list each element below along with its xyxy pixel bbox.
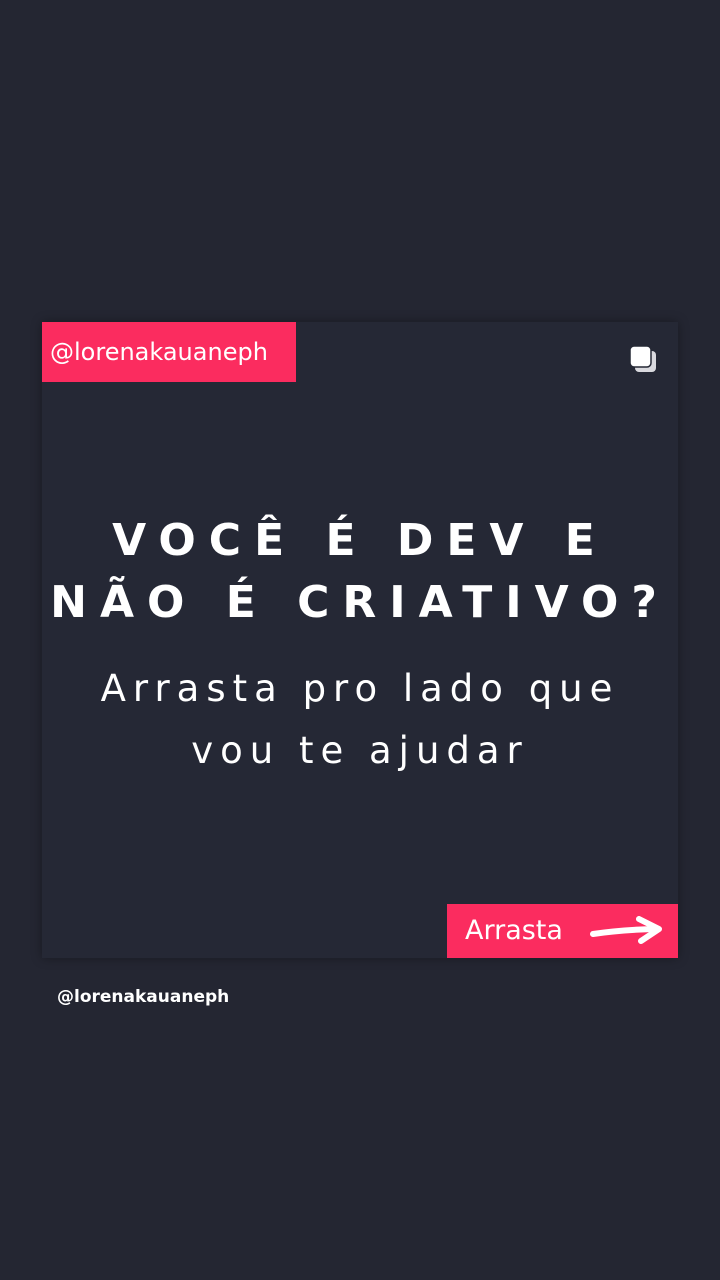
subline	[42, 658, 678, 782]
swipe-button-label: Arrasta	[465, 915, 563, 946]
arrow-right-icon	[589, 916, 665, 946]
subline-line-2: vou te ajudar	[191, 729, 529, 772]
post-card[interactable]	[42, 322, 678, 958]
carousel-stack-icon	[628, 344, 658, 374]
handle-tag: @lorenakauaneph	[42, 322, 296, 382]
headline	[42, 510, 678, 634]
headline-line-1: VOCÊ É DEV E	[112, 515, 608, 566]
swipe-button[interactable]	[447, 904, 678, 958]
headline-line-2: NÃO É CRIATIVO?	[50, 577, 670, 628]
caption-handle[interactable]: @lorenakauaneph	[57, 987, 230, 1007]
subline-line-1: Arrasta pro lado que	[100, 667, 620, 710]
